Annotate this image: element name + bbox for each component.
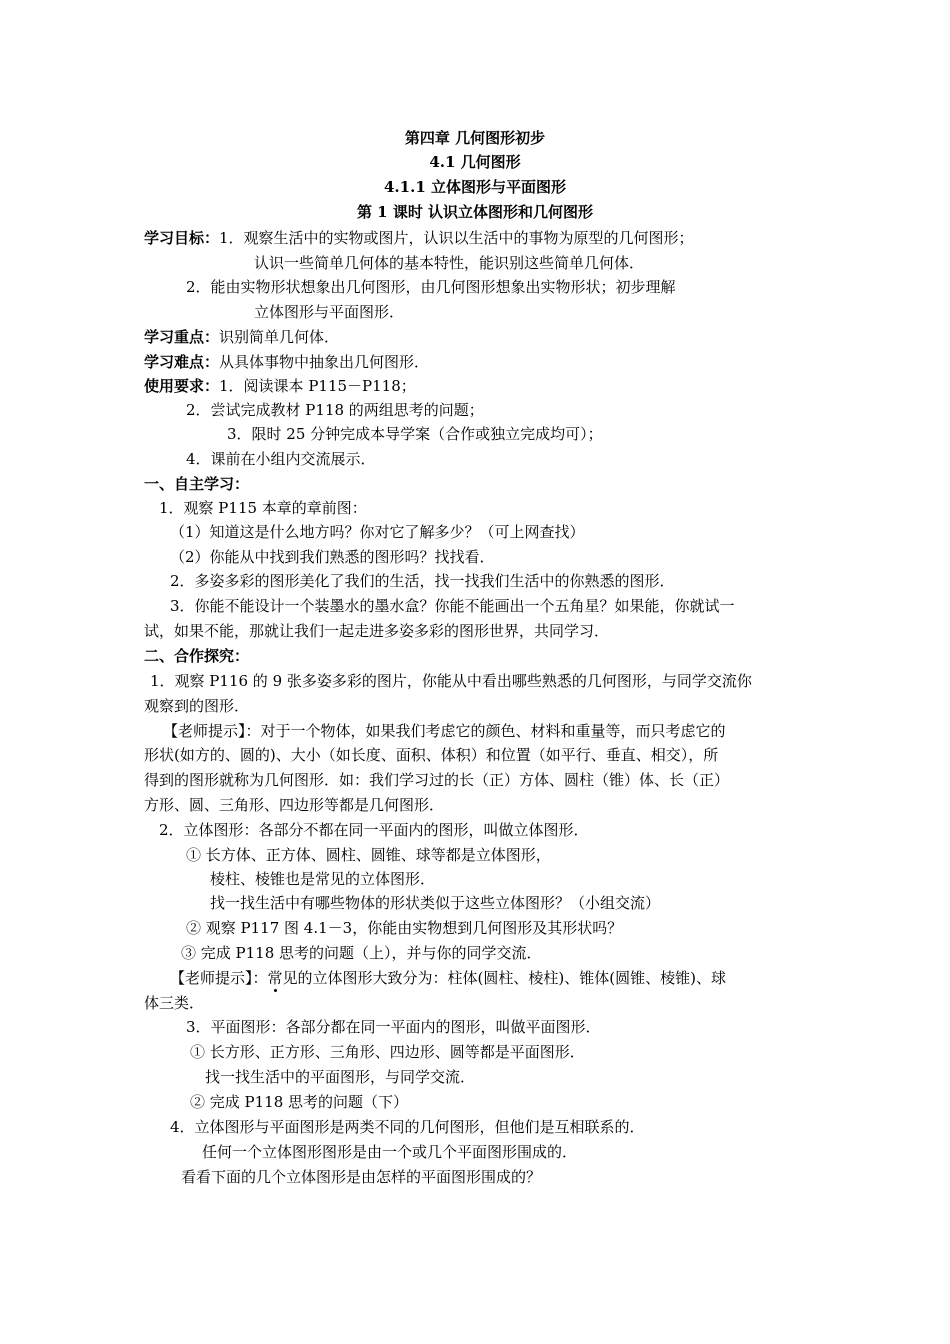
- goal-1a: 1．观察生活中的实物或图片，认识以生活中的事物为原型的几何图形；: [219, 229, 694, 247]
- part2-line-3: 【老师提示】：对于一个物体，如果我们考虑它的颜色、材料和重量等，而只考虑它的: [163, 722, 726, 740]
- part1-heading: 一、自主学习：: [144, 475, 250, 493]
- usage-line-1: [144, 376, 416, 396]
- goals-line-1: [144, 228, 694, 248]
- chapter-title: 第四章 几何图形初步: [404, 129, 546, 147]
- section-title: 4.1 几何图形: [429, 153, 521, 171]
- part2-line-12: ③ 完成 P118 思考的问题（上），并与你的同学交流．: [181, 944, 542, 962]
- goal-2b: 立体图形与平面图形．: [254, 303, 405, 321]
- usage-2: 2．尝试完成教材 P118 的两组思考的问题；: [186, 401, 484, 419]
- goals-label: 学习目标：: [144, 229, 220, 247]
- key-text: 识别简单几何体．: [219, 328, 340, 346]
- part2-line-5: 得到的图形就称为几何图形．如：我们学习过的长（正）方体、圆柱（锥）体、长（正）: [144, 771, 730, 789]
- part2-line-10: 找一找生活中有哪些物体的形状类似于这些立体图形？（小组交流）: [210, 894, 661, 912]
- part1-line-6: 试，如果不能，那就让我们一起走进多姿多彩的图形世界，共同学习．: [144, 622, 610, 640]
- usage-1: 1．阅读课本 P115－P118；: [219, 377, 416, 395]
- part1-line-1: 1．观察 P115 本章的章前图：: [159, 499, 367, 517]
- key-point: [144, 327, 339, 347]
- part1-line-5: 3．你能不能设计一个装墨水的墨水盒？你能不能画出一个五角星？如果能，你就试一: [170, 597, 735, 615]
- part2-line-16: ① 长方形、正方形、三角形、四边形、圆等都是平面图形．: [190, 1043, 585, 1061]
- part2-line-8: ① 长方体、正方体、圆柱、圆锥、球等都是立体图形，: [186, 846, 551, 864]
- subsection-title: 4.1.1 立体图形与平面图形: [384, 178, 566, 196]
- part2-line-7: 2．立体图形：各部分不都在同一平面内的图形，叫做立体图形．: [159, 821, 589, 839]
- part2-line-21: 看看下面的几个立体图形是由怎样的平面图形围成的？: [181, 1168, 542, 1186]
- usage-label: 使用要求：: [144, 377, 220, 395]
- part2-line-13: [170, 968, 726, 988]
- emphasis-char: 常: [267, 969, 283, 987]
- difficulty-text: 从具体事物中抽象出几何图形．: [219, 353, 430, 371]
- part2-line-19: 4．立体图形与平面图形是两类不同的几何图形，但他们是互相联系的．: [170, 1118, 645, 1136]
- goal-1b: 认识一些简单几何体的基本特性，能识别这些简单几何体．: [254, 254, 645, 272]
- part2-line-1: 1．观察 P116 的 9 张多姿多彩的图片，你能从中看出哪些熟悉的几何图形，与同学交流你: [150, 672, 752, 690]
- part1-line-4: 2．多姿多彩的图形美化了我们的生活，找一找我们生活中的你熟悉的图形．: [170, 572, 675, 590]
- part2-line-9: 棱柱、棱锥也是常见的立体图形．: [210, 870, 436, 888]
- usage-4: 4．课前在小组内交流展示．: [186, 450, 376, 468]
- part2-line-17: 找一找生活中的平面图形，与同学交流．: [205, 1068, 476, 1086]
- teacher-hint-label: 【老师提示】：: [170, 969, 268, 987]
- part2-line-15: 3．平面图形：各部分都在同一平面内的图形，叫做平面图形．: [186, 1018, 601, 1036]
- usage-3: 3．限时 25 分钟完成本导学案（合作或独立完成均可）；: [227, 425, 603, 443]
- difficulty-label: 学习难点：: [144, 353, 220, 371]
- part2-line-14: 体三类．: [144, 994, 205, 1012]
- lesson-title: 第 1 课时 认识立体图形和几何图形: [356, 203, 594, 221]
- part2-heading: 二、合作探究：: [144, 647, 250, 665]
- part2-line-18: ② 完成 P118 思考的问题（下）: [190, 1093, 409, 1111]
- difficulty-point: [144, 352, 429, 372]
- part2-line-11: ② 观察 P117 图 4.1－3，你能由实物想到几何图形及其形状吗？: [186, 919, 623, 937]
- part2-line-4: 形状(如方的、圆的)、大小（如长度、面积、体积）和位置（如平行、垂直、相交），所: [144, 746, 719, 764]
- key-label: 学习重点：: [144, 328, 220, 346]
- teacher-hint-text: 见的立体图形大致分为：柱体(圆柱、棱柱)、锥体(圆锥、棱锥)、球: [282, 969, 726, 987]
- part2-line-20: 任何一个立体图形图形是由一个或几个平面图形围成的．: [202, 1143, 578, 1161]
- goal-2a: 2．能由实物形状想象出几何图形，由几何图形想象出实物形状；初步理解: [186, 278, 676, 296]
- part2-line-2: 观察到的图形．: [144, 697, 250, 715]
- part1-line-2: （1）知道这是什么地方吗？你对它了解多少？（可上网查找）: [170, 523, 585, 541]
- part2-line-6: 方形、圆、三角形、四边形等都是几何图形．: [144, 796, 445, 814]
- part1-line-3: （2）你能从中找到我们熟悉的图形吗？找找看．: [170, 548, 495, 566]
